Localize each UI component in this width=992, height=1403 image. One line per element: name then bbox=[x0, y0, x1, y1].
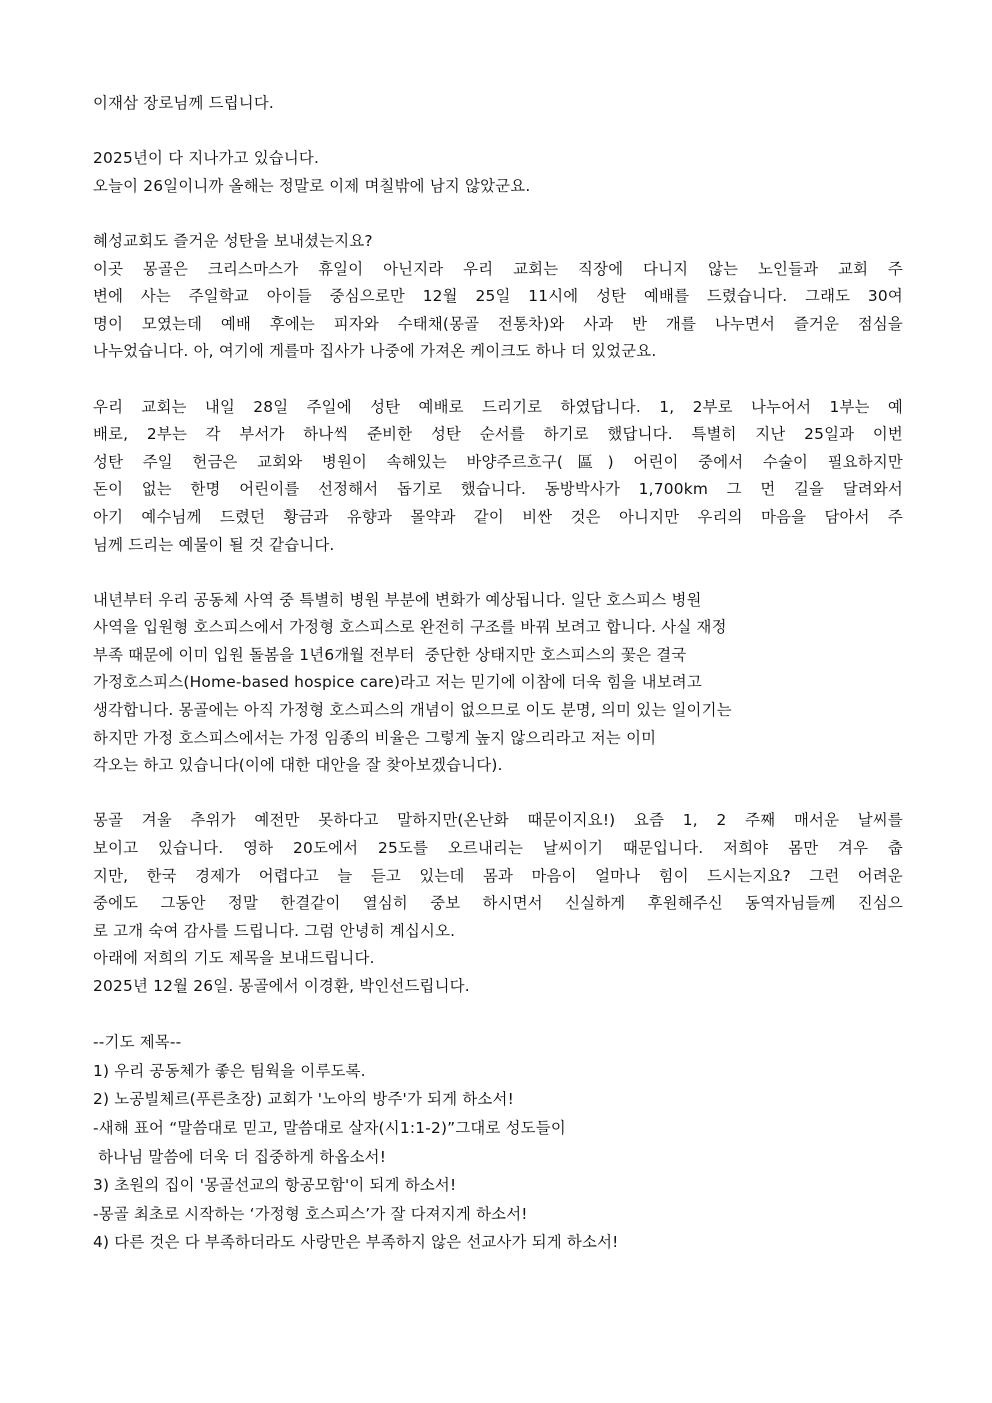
text-line: 가정호스피스(Home-based hospice care)라고 저는 믿기에 이참에 더욱 힘을 내보려고 bbox=[93, 673, 702, 692]
prayer-item: 3) 초원의 집이 '몽골선교의 항공모함'이 되게 하소서! bbox=[93, 1176, 457, 1195]
salutation: 이재삼 장로님께 드립니다. bbox=[93, 94, 275, 112]
spacer bbox=[93, 1001, 903, 1029]
text-line: 아기 예수님께 드렸던 황금과 유향과 몰약과 같이 비싼 것은 아니지만 우리의 마음을 담아서 주 bbox=[93, 507, 903, 526]
text-line: 로 고개 숙여 감사를 드립니다. 그럼 안녕히 계십시오. bbox=[93, 921, 456, 940]
text-line: 오늘이 26일이니까 올해는 정말로 이제 며칠밖에 남지 않았군요. bbox=[93, 176, 531, 195]
spacer bbox=[93, 200, 903, 228]
text-line: 지만, 한국 경제가 어렵다고 늘 듣고 있는데 몸과 마음이 얼마나 힘이 드시는지요? 그런 어려운 bbox=[93, 866, 903, 885]
paragraph-year-end bbox=[93, 145, 903, 200]
letter-page bbox=[93, 90, 903, 1257]
text-line: 성탄 주일 헌금은 교회와 병원이 속해있는 바양주르흐구(區) 어린이 중에서 수술이 필요하지만 bbox=[93, 452, 903, 471]
text-line: 혜성교회도 즐거운 성탄을 보내셨는지요? bbox=[93, 231, 373, 250]
text-line: 님께 드리는 예물이 될 것 같습니다. bbox=[93, 535, 335, 554]
prayer-item: 2) 노공빌체르(푸른초장) 교회가 '노아의 방주'가 되게 하소서! bbox=[93, 1090, 514, 1109]
spacer bbox=[93, 366, 903, 394]
text-line: 하지만 가정 호스피스에서는 가정 임종의 비율은 그렇게 높지 않으리라고 저는 이미 bbox=[93, 728, 657, 747]
spacer bbox=[93, 559, 903, 587]
prayer-item: -몽골 최초로 시작하는 ‘가정형 호스피스’가 잘 다져지게 하소서! bbox=[93, 1204, 528, 1223]
text-line: 변에 사는 주일학교 아이들 중심으로만 12월 25일 11시에 성탄 예배를 드렸습니다. 그래도 30여 bbox=[93, 287, 903, 306]
text-line: 부족 때문에 이미 입원 돌봄을 1년6개월 전부터 중단한 상태지만 호스피스의 꽃은 결국 bbox=[93, 645, 687, 664]
text-line: 생각합니다. 몽골에는 아직 가정형 호스피스의 개념이 없으므로 이도 분명, 의미 있는 일이기는 bbox=[93, 701, 732, 720]
prayer-list bbox=[93, 1028, 903, 1257]
text-line: 2025년이 다 지나가고 있습니다. bbox=[93, 149, 320, 168]
prayer-item: 하나님 말씀에 더욱 더 집중하게 하옵소서! bbox=[93, 1147, 387, 1166]
text-line: 이곳 몽골은 크리스마스가 휴일이 아닌지라 우리 교회는 직장에 다니지 않는 노인들과 교회 주 bbox=[93, 259, 903, 278]
prayer-item: 4) 다른 것은 다 부족하더라도 사랑만은 부족하지 않은 선교사가 되게 하소서! bbox=[93, 1233, 619, 1252]
paragraph-church-service bbox=[93, 394, 903, 560]
text-line: 보이고 있습니다. 영하 20도에서 25도를 오르내리는 날씨이기 때문입니다. 저희야 몸만 겨우 춥 bbox=[93, 839, 903, 858]
spacer bbox=[93, 780, 903, 808]
text-line: 몽골 겨울 추위가 예전만 못하다고 말하지만(온난화 때문이지요!) 요즘 1, 2 주째 매서운 날씨를 bbox=[93, 811, 903, 830]
text-line: 아래에 저희의 기도 제목을 보내드립니다. bbox=[93, 949, 375, 968]
text-line: 명이 모였는데 예배 후에는 피자와 수태채(몽골 전통차)와 사과 반 개를 나누면서 즐거운 점심을 bbox=[93, 314, 903, 333]
paragraph-winter-thanks bbox=[93, 807, 903, 1000]
text-line: 사역을 입원형 호스피스에서 가정형 호스피스로 완전히 구조를 바꿔 보려고 합니다. 사실 재정 bbox=[93, 618, 727, 637]
text-line: 나누었습니다. 아, 여기에 게를마 집사가 나중에 가져온 케이크도 하나 더 있었군요. bbox=[93, 342, 657, 361]
paragraph-christmas bbox=[93, 228, 903, 366]
prayer-item: 1) 우리 공동체가 좋은 팀웍을 이루도록. bbox=[93, 1061, 366, 1080]
paragraph-hospice bbox=[93, 587, 903, 780]
prayer-heading: --기도 제목-- bbox=[93, 1033, 182, 1052]
spacer bbox=[93, 118, 903, 146]
text-line: 배로, 2부는 각 부서가 하나씩 준비한 성탄 순서를 하기로 했답니다. 특별히 지난 25일과 이번 bbox=[93, 425, 903, 444]
text-line: 돈이 없는 한명 어린이를 선정해서 돕기로 했습니다. 동방박사가 1,700km 그 먼 길을 달려와서 bbox=[93, 480, 903, 499]
prayer-item: -새해 표어 “말씀대로 믿고, 말씀대로 살자(시1:1-2)”그대로 성도들이 bbox=[93, 1118, 566, 1137]
text-line: 중에도 그동안 정말 한결같이 열심히 중보 하시면서 신실하게 후원해주신 동역자님들께 진심으 bbox=[93, 894, 903, 913]
text-line: 내년부터 우리 공동체 사역 중 특별히 병원 부분에 변화가 예상됩니다. 일단 호스피스 병원 bbox=[93, 590, 702, 609]
text-line: 우리 교회는 내일 28일 주일에 성탄 예배로 드리기로 하였답니다. 1, 2부로 나누어서 1부는 예 bbox=[93, 397, 903, 416]
signature-date-line: 2025년 12월 26일. 몽골에서 이경환, 박인선드립니다. bbox=[93, 977, 470, 995]
text-line: 각오는 하고 있습니다(이에 대한 대안을 잘 찾아보겠습니다). bbox=[93, 756, 503, 775]
